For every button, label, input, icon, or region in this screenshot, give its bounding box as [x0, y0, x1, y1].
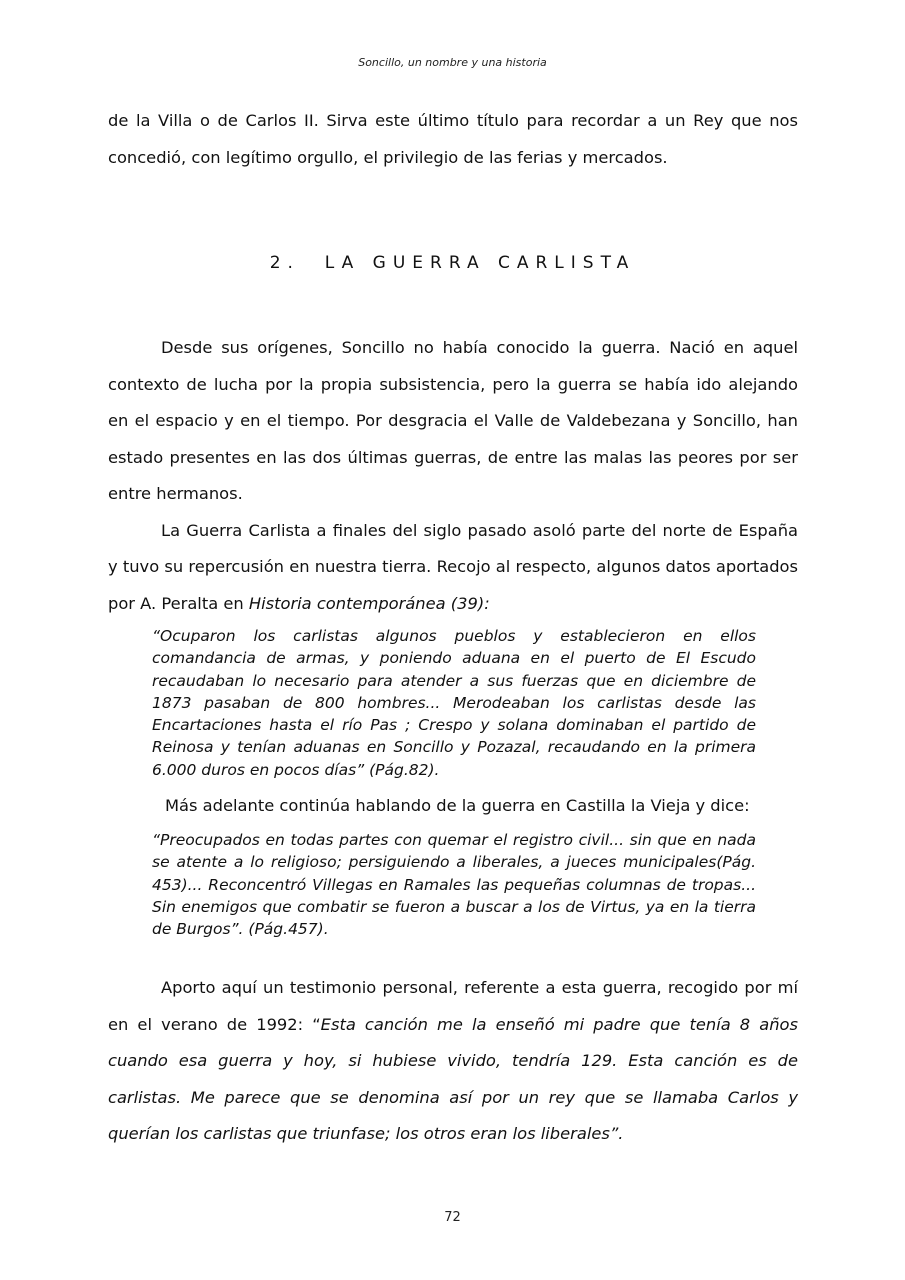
running-header: Soncillo, un nombre y una historia	[358, 56, 547, 69]
intro-paragraph-text: de la Villa o de Carlos II. Sirva este último título para recordar a un Rey que nos concedió, con legítimo orgullo, el privilegio de las ferias y mercados.	[108, 111, 798, 167]
quote-1: “Ocuparon los carlistas algunos pueblos y establecieron en ellos comandancia de armas, y poniendo aduana en el puerto de El Escudo recaudaban lo necesario para atender a sus fuerzas que en diciembre de 1873 pasaban de 800 hombres... Merodeaban los carlistas desde las Encartaciones hasta el río Pas ; Crespo y solana dominaban el partido de Reinosa y tenían aduanas en Soncillo y Pozazal, recaudando en la primera 6.000 duros en pocos días” (Pág.82).	[152, 627, 756, 779]
final-paragraph-text-block	[108, 970, 798, 1153]
quote-2: “Preocupados en todas partes con quemar el registro civil... sin que en nada se atente a lo religioso; persiguiendo a liberales, a jueces municipales(Pág. 453)... Reconcentró Villegas en Ramales las pequeñas columnas de tropas... Sin enemigos que combatir se fueron a buscar a los de Virtus, ya en la tierra de Burgos”. (Pág.457).	[152, 831, 756, 939]
page-number: 72	[444, 1210, 461, 1225]
body-paragraphs	[108, 330, 798, 622]
final-paragraph	[108, 970, 798, 1153]
paragraph-2	[108, 513, 798, 623]
section-heading	[0, 253, 905, 273]
paragraph-2-citation: Historia contemporánea (39):	[248, 593, 490, 613]
section-title: LA GUERRA CARLISTA	[324, 253, 636, 273]
paragraph-1: Desde sus orígenes, Soncillo no había conocido la guerra. Nació en aquel contexto de lucha por la propia subsistencia, pero la guerra se había ido alejando en el espacio y en el tiempo. Por desgracia el Valle de Valdebezana y Soncillo, han estado presentes en las dos últimas guerras, de entre las malas las peores por ser entre hermanos.	[108, 338, 798, 503]
final-paragraph-text: Aporto aquí un testimonio personal, referente a esta guerra, recogido por mí en el verano de 1992: “	[108, 978, 798, 1034]
section-number: 2.	[269, 253, 300, 273]
final-paragraph-testimony: Esta canción me la enseñó mi padre que tenía 8 años cuando esa guerra y hoy, si hubiese vivido, tendría 129. Esta canción es de carlistas. Me parece que se denomina así por un rey que se llamaba Carlos y querían los carlistas que triunfase; los otros eran los liberales”.	[108, 1014, 798, 1143]
intro-paragraph	[108, 103, 798, 176]
mid-paragraph: Más adelante continúa hablando de la guerra en Castilla la Vieja y dice:	[165, 796, 750, 815]
paragraph-2-text: La Guerra Carlista a finales del siglo pasado asoló parte del norte de España y tuvo su repercusión en nuestra tierra. Recojo al respecto, algunos datos aportados por A. Peralta en	[108, 520, 798, 613]
